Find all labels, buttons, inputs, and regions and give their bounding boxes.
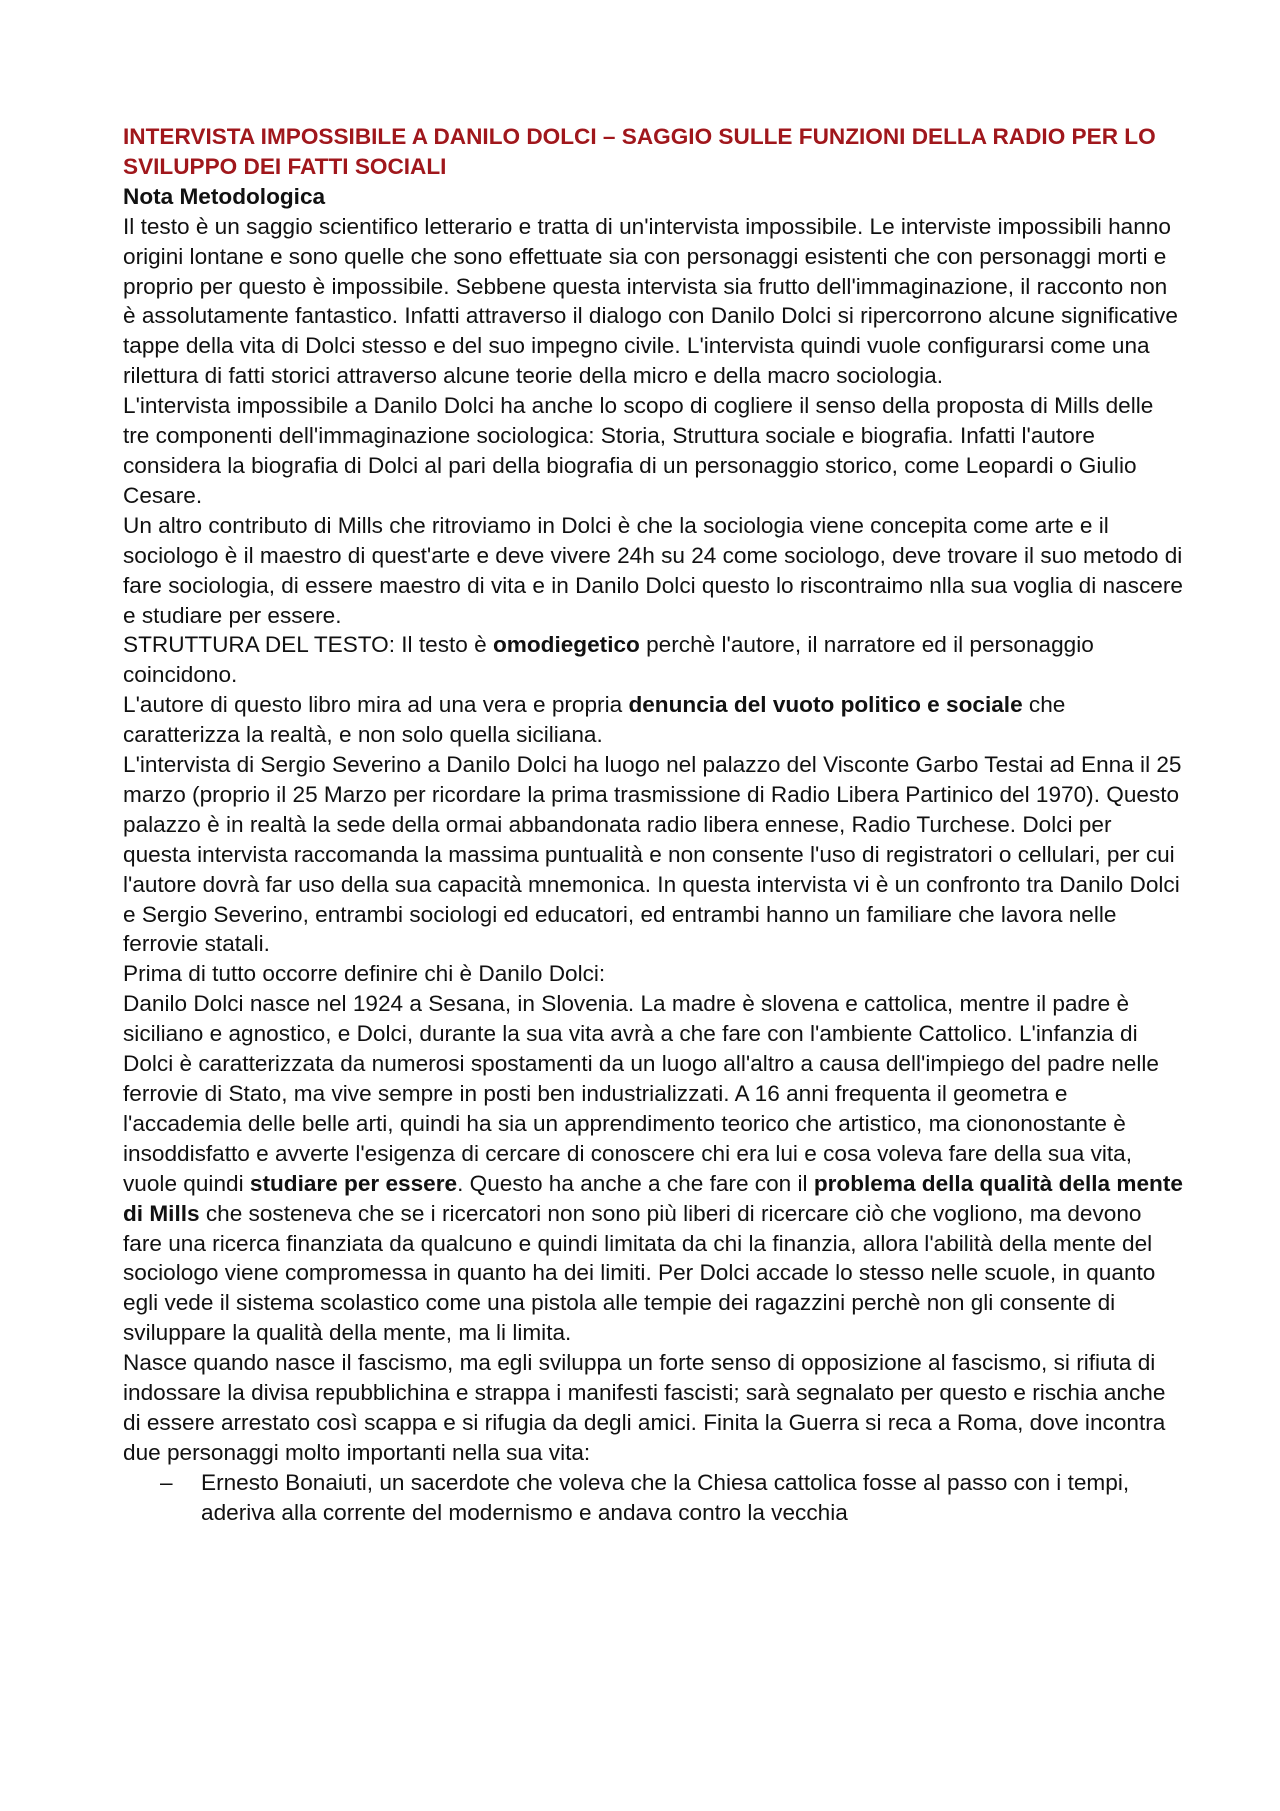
paragraph-8-text-a: Danilo Dolci nasce nel 1924 a Sesana, in Slovenia. La madre è slovena e cattolica, mentre il padre è siciliano e agnostico, e Dolci, durante la sua vita avrà a che fare con l'ambiente Cattolico. L'infanzia di Dolci è caratterizzata da numerosi spostamenti da un luogo all'altro a causa dell'impiego del padre nelle ferrovie di Stato, ma vive sempre in posti ben industrializzati. A 16 anni frequenta il geometra e l'accademia delle belle arti, quindi ha sia un apprendimento teorico che artistico, ma ciononostante è insoddisfatto e avverte l'esigenza di cercare di conoscere chi era lui e cosa voleva fare della sua vita, vuole quindi [123,991,1159,1196]
paragraph-4 [123,630,1185,690]
document-page [123,122,1185,1528]
paragraph-4-bold-term: omodiegetico [492,632,640,658]
document-title: INTERVISTA IMPOSSIBILE A DANILO DOLCI – SAGGIO SULLE FUNZIONI DELLA RADIO PER LO SVILUPPO DEI FATTI SOCIALI [123,124,1156,179]
list-item [123,1468,1185,1528]
section-heading: Nota Metodologica [123,183,326,209]
paragraph-4-text-a: STRUTTURA DEL TESTO: Il testo è [123,632,493,658]
paragraph-8-text-e: che sosteneva che se i ricercatori non sono più liberi di ricercare ciò che vogliono, ma devono fare una ricerca finanziata da qualcuno e quindi limitata da chi la finanzia, allora l'abilità della mente del sociologo viene compromessa in quanto ha dei limiti. Per Dolci accade lo stesso nelle scuole, in quanto egli vede il sistema scolastico come una pistola alle tempie dei ragazzini perchè non gli consente di sviluppare la qualità della mente, ma li limita. [123,1200,1156,1346]
paragraph-7: Prima di tutto occorre definire chi è Danilo Dolci: [123,961,606,987]
bullet-list [123,1468,1185,1528]
paragraph-6: L'intervista di Sergio Severino a Danilo Dolci ha luogo nel palazzo del Visconte Garbo Testai ad Enna il 25 marzo (proprio il 25 Marzo per ricordare la prima trasmissione di Radio Libera Partinico del 1970). Questo palazzo è in realtà la sede della ormai abbandonata radio libera ennese, Radio Turchese. Dolci per questa intervista raccomanda la massima puntualità e non consente l'uso di registratori o cellulari, per cui l'autore dovrà far uso della sua capacità mnemonica. In questa intervista vi è un confronto tra Danilo Dolci e Sergio Severino, entrambi sociologi ed educatori, ed entrambi hanno un familiare che lavora nelle ferrovie statali. [123,752,1182,957]
paragraph-8-bold-a: studiare per essere [249,1170,458,1196]
paragraph-5-text-a: L'autore di questo libro mira ad una vera e propria [123,692,629,718]
paragraph-8 [123,989,1185,1348]
paragraph-5-bold-phrase: denuncia del vuoto politico e sociale [628,692,1023,718]
list-item-text: Ernesto Bonaiuti, un sacerdote che voleva che la Chiesa cattolica fosse al passo con i tempi, aderiva alla corrente del modernismo e andava contro la vecchia [201,1469,1130,1525]
paragraph-3: Un altro contributo di Mills che ritroviamo in Dolci è che la sociologia viene concepita come arte e il sociologo è il maestro di quest'arte e deve vivere 24h su 24 come sociologo, deve trovare il suo metodo di fare sociologia, di essere maestro di vita e in Danilo Dolci questo lo riscontraimo nlla sua voglia di nascere e studiare per essere. [123,512,1183,628]
paragraph-8-text-c: . Questo ha anche a che fare con il [457,1170,814,1196]
paragraph-4-text-c: perchè l'autore, il narratore ed il personaggio coincidono. [123,632,1094,688]
paragraph-9: Nasce quando nasce il fascismo, ma egli sviluppa un forte senso di opposizione al fascismo, si rifiuta di indossare la divisa repubblichina e strappa i manifesti fascisti; sarà segnalato per questo e rischia anche di essere arrestato così scappa e si rifugia da degli amici. Finita la Guerra si reca a Roma, dove incontra due personaggi molto importanti nella sua vita: [123,1350,1166,1465]
paragraph-8-bold-b: problema della qualità della mente di Mills [123,1170,1183,1226]
paragraph-1: Il testo è un saggio scientifico letterario e tratta di un'intervista impossibile. Le interviste impossibili hanno origini lontane e sono quelle che sono effettuate sia con personaggi esistenti che con personaggi morti e proprio per questo è impossibile. Sebbene questa intervista sia frutto dell'immaginazione, il racconto non è assolutamente fantastico. Infatti attraverso il dialogo con Danilo Dolci si ripercorrono alcune significative tappe della vita di Dolci stesso e del suo impegno civile. L'intervista quindi vuole configurarsi come una rilettura di fatti storici attraverso alcune teorie della micro e della macro sociologia. [123,213,1178,389]
paragraph-5-text-c: che caratterizza la realtà, e non solo quella siciliana. [123,692,1066,748]
list-dash: – [160,1469,173,1495]
paragraph-2: L'intervista impossibile a Danilo Dolci ha anche lo scopo di cogliere il senso della proposta di Mills delle tre componenti dell'immaginazione sociologica: Storia, Struttura sociale e biografia. Infatti l'autore considera la biografia di Dolci al pari della biografia di un personaggio storico, come Leopardi o Giulio Cesare. [123,393,1154,508]
paragraph-5 [123,690,1185,750]
